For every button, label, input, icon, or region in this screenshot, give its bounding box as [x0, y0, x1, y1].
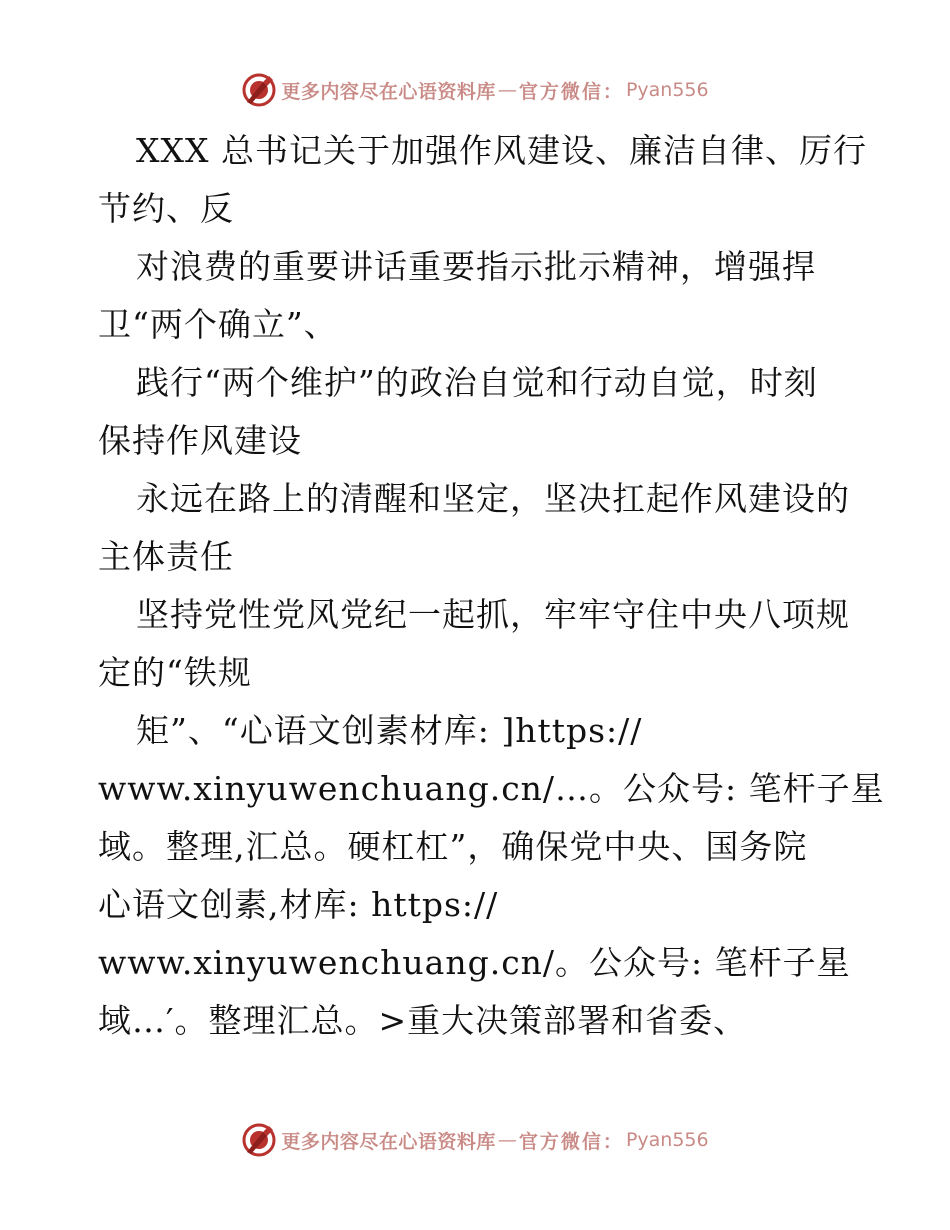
paragraph-line: 域…′。整理汇总。>重大决策部署和省委、 — [98, 1001, 748, 1040]
document-body — [98, 122, 885, 1050]
banner-wechat-handle: Pyan556 — [625, 79, 709, 101]
paragraph-line: 矩”、“心语文创素材库: ]https:// — [136, 711, 643, 750]
pen-logo-icon — [241, 72, 277, 108]
paragraph-line: 主体责任 — [98, 537, 234, 576]
footer-banner — [0, 1118, 950, 1162]
banner-brand-text: 更多内容尽在心语资料库 — [281, 1130, 496, 1153]
paragraph-line: 域。整理,汇总。硬杠杠”，确保党中央、国务院 — [98, 827, 808, 866]
paragraph-line: www.xinyuwenchuang.cn/。公众号: 笔杆子星 — [98, 943, 851, 982]
paragraph-line: 保持作风建设 — [98, 421, 302, 460]
paragraph-line: 定的“铁规 — [98, 653, 252, 692]
banner-wechat-label: 官方微信： — [518, 80, 624, 103]
paragraph-line: 永远在路上的清醒和坚定，坚决扛起作风建设的 — [136, 479, 850, 518]
banner-wechat-handle: Pyan556 — [625, 1129, 709, 1151]
paragraph-line: 践行“两个维护”的政治自觉和行动自觉，时刻 — [136, 363, 818, 402]
paragraph-line: www.xinyuwenchuang.cn/…。公众号: 笔杆子星 — [98, 769, 885, 808]
banner-brand-text: 更多内容尽在心语资料库 — [281, 80, 496, 103]
paragraph-line: 节约、反 — [98, 189, 234, 228]
paragraph-line: 对浪费的重要讲话重要指示批示精神，增强捍 — [136, 247, 816, 286]
paragraph-line: 卫“两个确立”、 — [98, 305, 338, 344]
banner-separator: — — [497, 79, 517, 101]
paragraph-line: 心语文创素,材库: https:// — [98, 885, 499, 924]
header-banner — [0, 68, 950, 112]
paragraph-line: 坚持党性党风党纪一起抓，牢牢守住中央八项规 — [136, 595, 850, 634]
pen-logo-icon — [241, 1122, 277, 1158]
paragraph-line: XXX 总书记关于加强作风建设、廉洁自律、厉行 — [136, 131, 867, 170]
banner-separator: — — [497, 1129, 517, 1151]
banner-wechat-label: 官方微信： — [518, 1130, 624, 1153]
